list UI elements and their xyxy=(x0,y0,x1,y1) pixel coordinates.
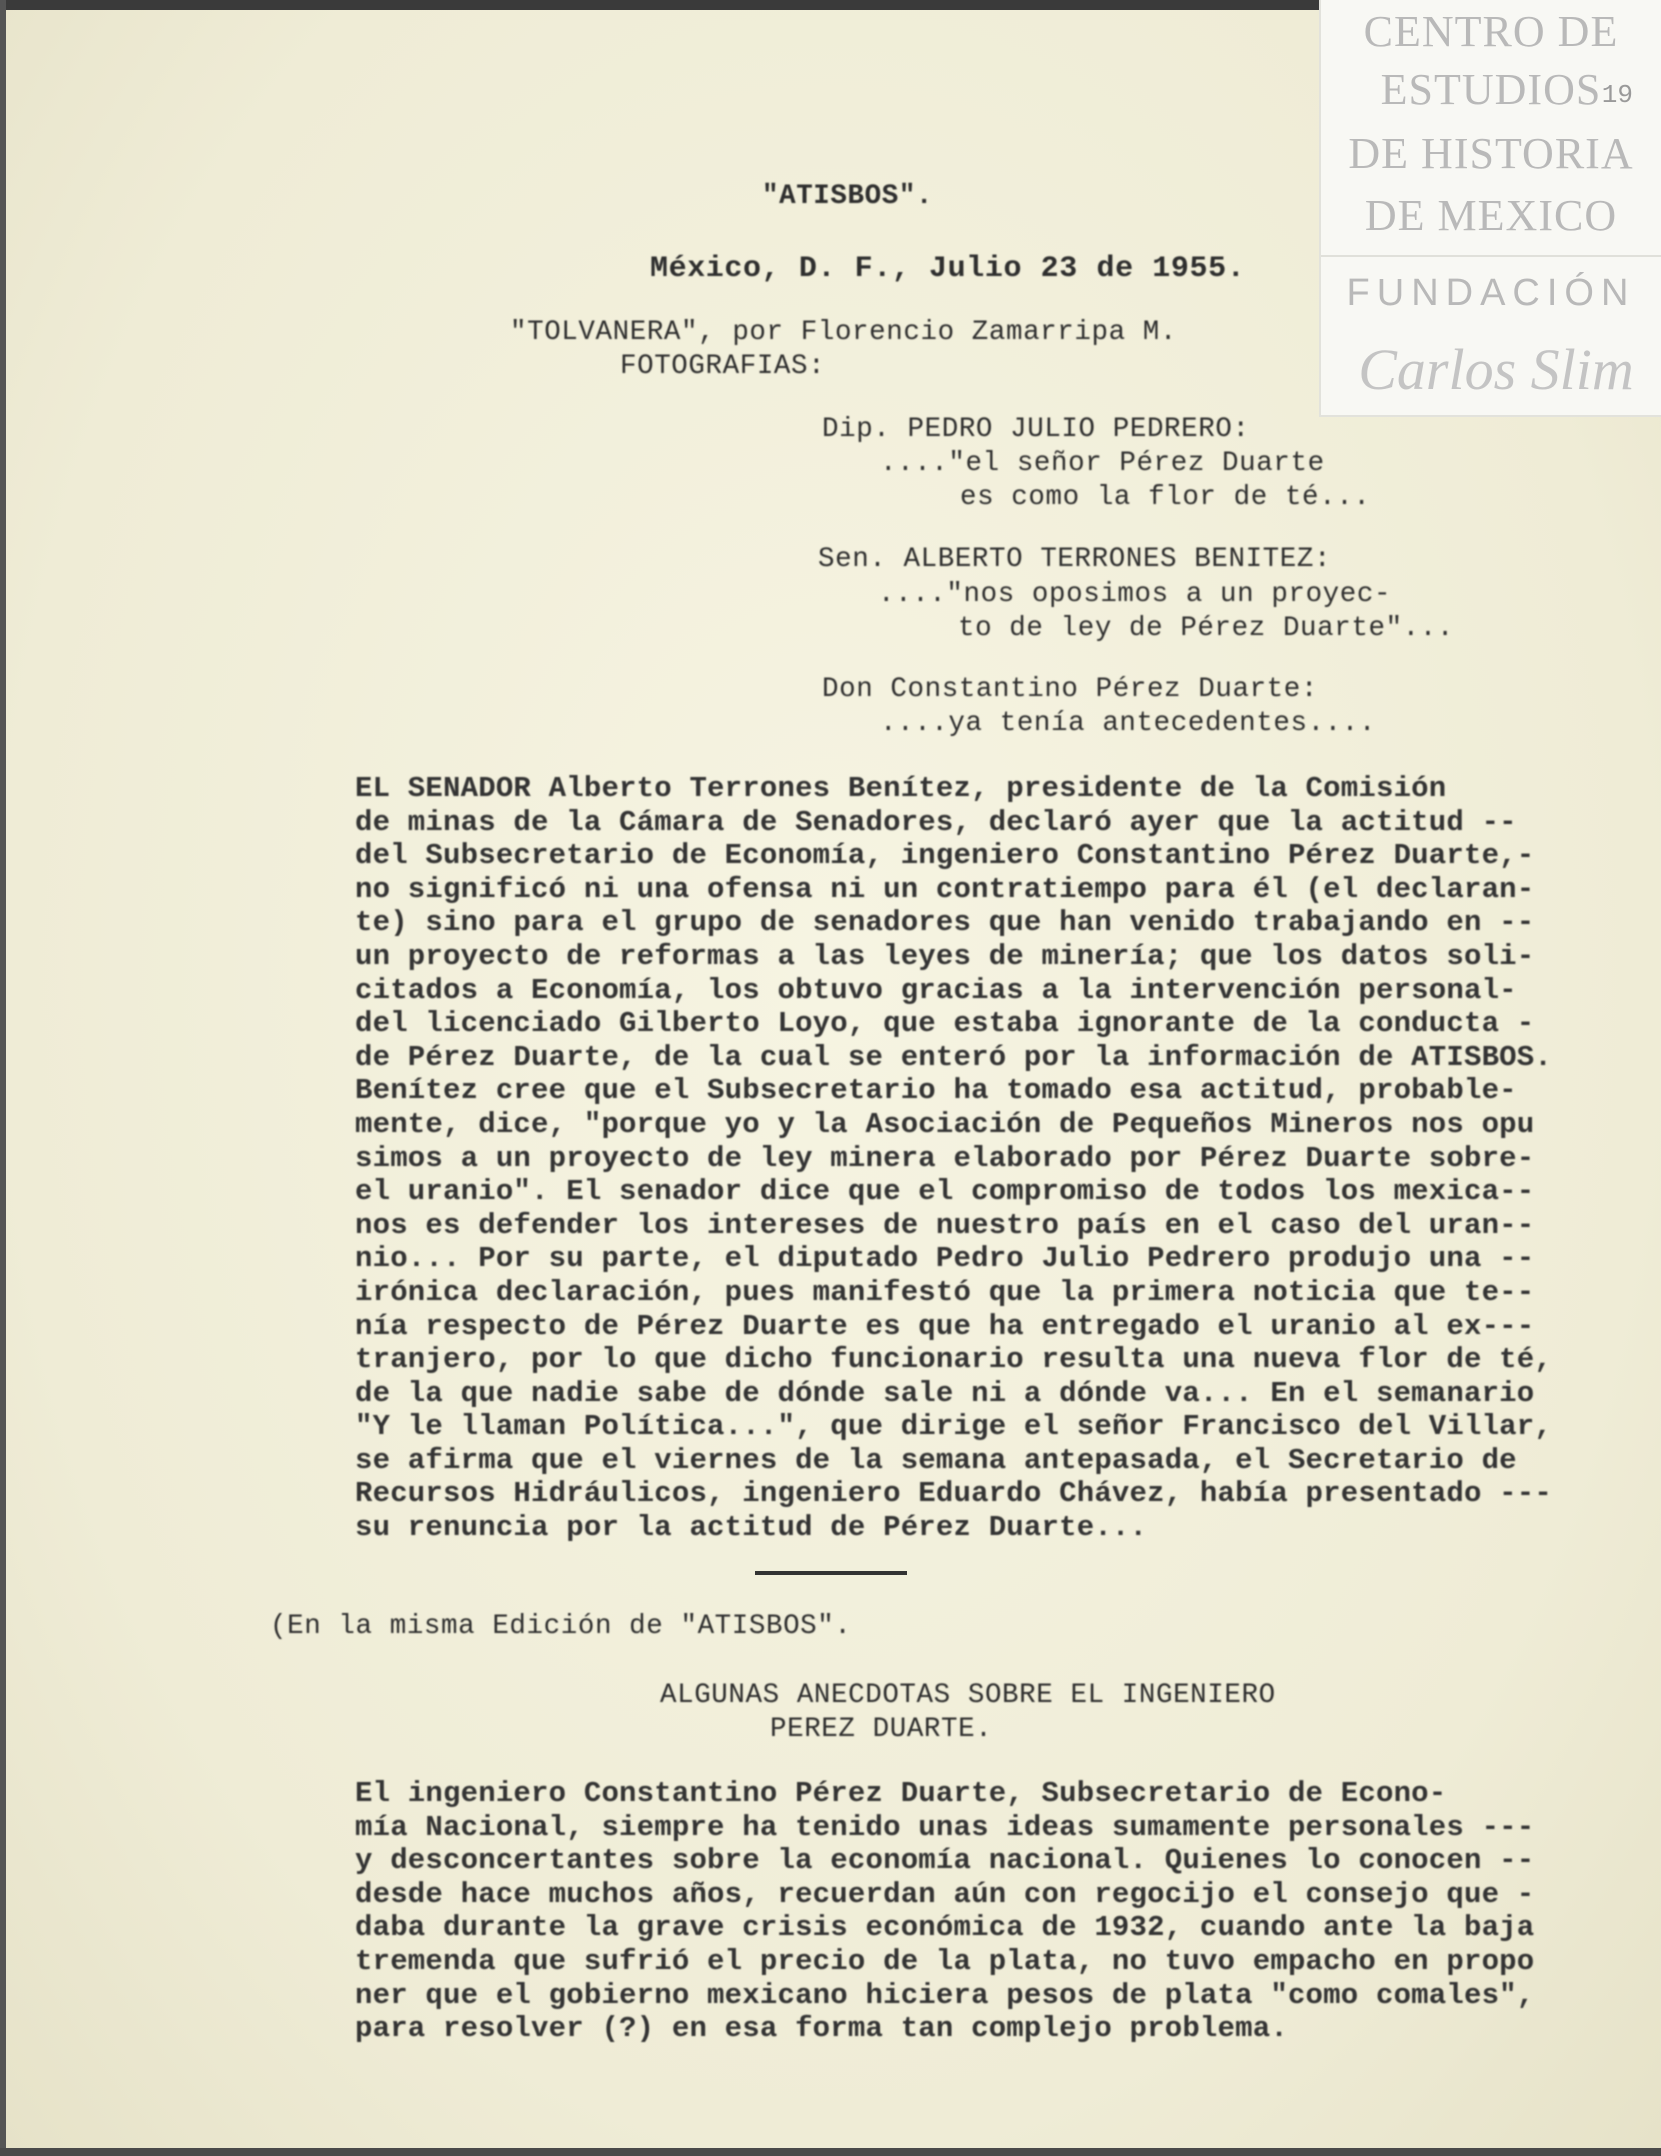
quote-3-line-1: ....ya tenía antecedentes.... xyxy=(880,708,1376,739)
quote-1-speaker: Dip. PEDRO JULIO PEDRERO: xyxy=(822,414,1250,445)
photos-label: FOTOGRAFIAS: xyxy=(620,351,826,382)
document-title: "ATISBOS". xyxy=(762,181,934,212)
stamp-divider xyxy=(1321,255,1661,257)
quote-3-speaker: Don Constantino Pérez Duarte: xyxy=(822,674,1318,705)
column-byline: "TOLVANERA", por Florencio Zamarripa M. xyxy=(510,317,1178,348)
quote-2-speaker: Sen. ALBERTO TERRONES BENITEZ: xyxy=(818,544,1332,575)
page-number: 19 xyxy=(1601,80,1633,110)
stamp-line-2: ESTUDIOS xyxy=(1380,65,1602,114)
paragraph-anecdotes: El ingeniero Constantino Pérez Duarte, Subsecretario de Econo- mía Nacional, siempre ha tenido unas ideas sumamente personales --- y desconcertantes sobre la economía nacional. Quienes lo conocen -- desde hace muchos años, recuerdan aún con regocijo el consejo que - daba durante la grave crisis económica de 1932, cuando ante la baja tremenda que sufrió el precio de la plata, no tuvo empacho en propo ner que el gobierno mexicano hiciera pesos de plata "como comales", para resolver (?) en esa forma tan complejo problema. xyxy=(355,1777,1535,2046)
stamp-signature: Carlos Slim xyxy=(1358,337,1634,402)
anecdotes-heading-line-1: ALGUNAS ANECDOTAS SOBRE EL INGENIERO xyxy=(660,1680,1276,1711)
section-divider xyxy=(755,1571,907,1575)
quote-2-line-1: ...."nos oposimos a un proyec- xyxy=(878,579,1392,610)
edition-note: (En la misma Edición de "ATISBOS". xyxy=(270,1611,852,1642)
stamp-line-3: DE HISTORIA xyxy=(1348,129,1634,178)
paragraph-senator-declaration: EL SENADOR Alberto Terrones Benítez, presidente de la Comisión de minas de la Cámara de Senadores, declaró ayer que la actitud -- del Subsecretario de Economía, ingeniero Constantino Pérez Duarte,- no significó ni una ofensa ni un contratiempo para él (el declaran- te) sino para el grupo de senadores que han venido trabajando en -- un proyecto de reformas a las leyes de minería; que los datos soli- citados a Economía, los obtuvo gracias a la intervención personal- del licenciado Gilberto Loyo, que estaba ignorante de la conducta - de Pérez Duarte, de la cual se enteró por la información de ATISBOS. Benítez cree que el Subsecretario ha tomado esa actitud, probable- mente, dice, "porque yo y la Asociación de Pequeños Mineros nos opu simos a un proyecto de ley minera elaborado por Pérez Duarte sobre- el uranio". El senador dice que el compromiso de todos los mexica-- nos es defender los intereses de nuestro país en el caso del uran-- nio... Por su parte, el diputado Pedro Julio Pedrero produjo una -- irónica declaración, pues manifestó que la primera noticia que te-- nía respecto de Pérez Duarte es que ha entregado el uranio al ex--- tranjero, por lo que dicho funcionario resulta una nueva flor de té, de la que nadie sabe de dónde sale ni a dónde va... En el semanario "Y le llaman Política...", que dirige el señor Francisco del Villar, se afirma que el viernes de la semana antepasada, el Secretario de Recursos Hidráulicos, ingeniero Eduardo Chávez, había presentado --- su renuncia por la actitud de Pérez Duarte... xyxy=(355,772,1552,1545)
quote-2-line-2: to de ley de Pérez Duarte"... xyxy=(958,613,1454,644)
stamp-fundacion: FUNDACIÓN xyxy=(1346,272,1636,314)
quote-1-line-1: ...."el señor Pérez Duarte xyxy=(880,448,1325,479)
scan-edge-bottom xyxy=(0,2148,1661,2156)
stamp-line-4: DE MEXICO xyxy=(1364,191,1618,240)
quote-1-line-2: es como la flor de té... xyxy=(960,482,1371,513)
document-date: México, D. F., Julio 23 de 1955. xyxy=(650,252,1246,286)
scan-edge-left xyxy=(0,0,6,2156)
anecdotes-heading-line-2: PEREZ DUARTE. xyxy=(770,1714,993,1745)
stamp-line-1: CENTRO DE xyxy=(1363,7,1619,56)
archive-stamp xyxy=(1319,0,1661,417)
